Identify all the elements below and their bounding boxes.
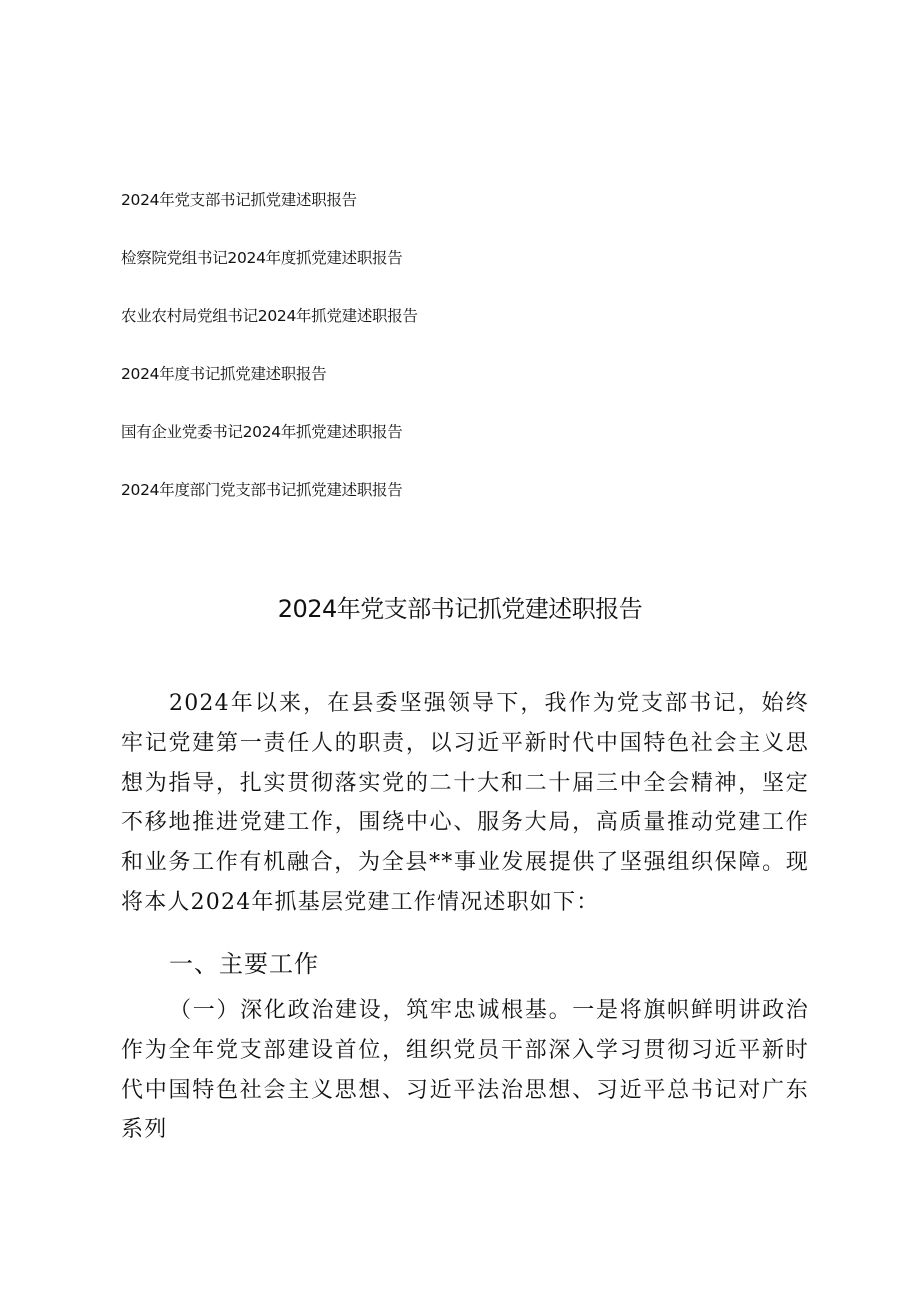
toc-item: 检察院党组书记2024年度抓党建述职报告 — [121, 249, 403, 267]
table-of-contents — [121, 190, 418, 538]
document-title: 2024年党支部书记抓党建述职报告 — [277, 595, 643, 623]
toc-item: 2024年度部门党支部书记抓党建述职报告 — [121, 481, 403, 499]
toc-item: 2024年党支部书记抓党建述职报告 — [121, 191, 357, 209]
toc-item: 国有企业党委书记2024年抓党建述职报告 — [121, 423, 403, 441]
section-paragraph: （一）深化政治建设，筑牢忠诚根基。一是将旗帜鲜明讲政治作为全年党支部建设首位，组织党员干部深入学习贯彻习近平新时代中国特色社会主义思想、习近平法治思想、习近平总书记对广东系列 — [121, 998, 809, 1143]
toc-item: 农业农村局党组书记2024年抓党建述职报告 — [121, 307, 418, 325]
section-heading: 一、主要工作 — [169, 950, 319, 978]
toc-item: 2024年度书记抓党建述职报告 — [121, 365, 327, 383]
intro-paragraph: 2024年以来，在县委坚强领导下，我作为党支部书记，始终牢记党建第一责任人的职责，以习近平新时代中国特色社会主义思想为指导，扎实贯彻落实党的二十大和二十届三中全会精神，坚定不移地推进党建工作，围绕中心、服务大局，高质量推动党建工作和业务工作有机融合，为全县**事业发展提供了坚强组织保障。现将本人2024年抓基层党建工作情况述职如下： — [121, 691, 809, 915]
